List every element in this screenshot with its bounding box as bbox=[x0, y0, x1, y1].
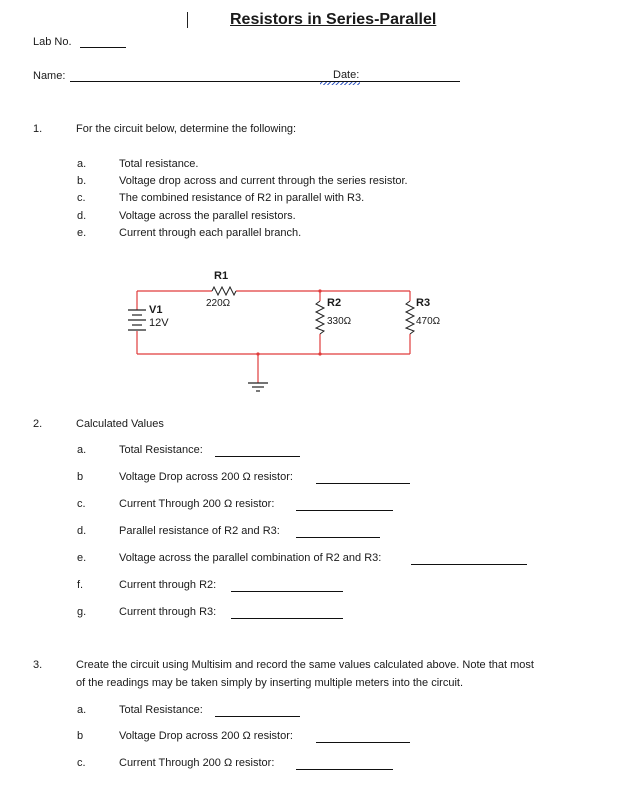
q2-number: 2. bbox=[33, 418, 43, 430]
q2-item-letter: b bbox=[77, 471, 84, 483]
q2-item-letter: a. bbox=[77, 444, 87, 456]
answer-blank[interactable] bbox=[296, 769, 393, 770]
r3-name: R3 bbox=[416, 297, 431, 309]
name-field[interactable] bbox=[70, 81, 460, 82]
q3-item-text: Voltage Drop across 200 Ω resistor: bbox=[119, 730, 293, 742]
circuit-wires bbox=[137, 291, 410, 383]
q2-item-letter: g. bbox=[77, 606, 87, 618]
q3-number: 3. bbox=[33, 659, 43, 671]
answer-blank[interactable] bbox=[215, 456, 300, 457]
q1-item-text: Total resistance. bbox=[119, 158, 199, 170]
q2-item-text: Current Through 200 Ω resistor: bbox=[119, 498, 275, 510]
q2-item-letter: d. bbox=[77, 525, 87, 537]
r2-name: R2 bbox=[327, 297, 342, 309]
q2-item-text: Voltage Drop across 200 Ω resistor: bbox=[119, 471, 293, 483]
lab-no-field[interactable] bbox=[80, 47, 126, 48]
q1-item-letter: b. bbox=[77, 175, 87, 187]
q3-item-text: Total Resistance: bbox=[119, 704, 203, 716]
r1-value: 220Ω bbox=[206, 298, 231, 309]
q2-item-letter: c. bbox=[77, 498, 86, 510]
answer-blank[interactable] bbox=[215, 716, 300, 717]
date-label: Date: bbox=[333, 69, 360, 81]
q1-item-letter: d. bbox=[77, 210, 87, 222]
resistor-r2-symbol bbox=[316, 301, 324, 334]
q1-item-letter: c. bbox=[77, 192, 86, 204]
r2-value: 330Ω bbox=[327, 316, 352, 327]
q1-item-text: Current through each parallel branch. bbox=[119, 227, 302, 239]
q1-item-text: The combined resistance of R2 in parallel with R3. bbox=[119, 192, 365, 204]
q1-item-text: Voltage drop across and current through the series resistor. bbox=[119, 175, 408, 187]
q2-item-letter: f. bbox=[77, 579, 84, 591]
r3-value: 470Ω bbox=[416, 316, 441, 327]
q3-prompt-line1: Create the circuit using Multisim and record the same values calculated above. Note that most bbox=[76, 659, 534, 671]
name-label: Name: bbox=[33, 70, 66, 82]
lab-no-label: Lab No. bbox=[33, 36, 72, 48]
v1-value: 12V bbox=[149, 317, 169, 329]
q2-item-text: Voltage across the parallel combination of R2 and R3: bbox=[119, 552, 382, 564]
q3-item-letter: b bbox=[77, 730, 84, 742]
r1-name: R1 bbox=[214, 270, 229, 282]
resistor-r1-symbol bbox=[212, 287, 236, 295]
q2-item-text: Parallel resistance of R2 and R3: bbox=[119, 525, 280, 537]
junction-dot bbox=[256, 352, 259, 355]
q2-item-text: Current through R3: bbox=[119, 606, 217, 618]
v1-name: V1 bbox=[149, 304, 163, 316]
q2-prompt: Calculated Values bbox=[76, 418, 164, 430]
page-title: Resistors in Series-Parallel bbox=[230, 11, 437, 28]
resistor-r3-symbol bbox=[406, 301, 414, 334]
spellcheck-underline bbox=[320, 82, 360, 85]
q3-prompt-line2: of the readings may be taken simply by inserting multiple meters into the circuit. bbox=[76, 677, 464, 689]
q2-item-text: Current through R2: bbox=[119, 579, 217, 591]
ground-symbol bbox=[248, 383, 268, 391]
answer-blank[interactable] bbox=[231, 591, 343, 592]
q2-item-text: Total Resistance: bbox=[119, 444, 203, 456]
junction-dot bbox=[318, 352, 321, 355]
answer-blank[interactable] bbox=[411, 564, 527, 565]
q1-number: 1. bbox=[33, 123, 43, 135]
q1-prompt: For the circuit below, determine the following: bbox=[76, 123, 297, 135]
answer-blank[interactable] bbox=[316, 742, 410, 743]
q1-item-letter: a. bbox=[77, 158, 87, 170]
q2-item-letter: e. bbox=[77, 552, 87, 564]
text-cursor bbox=[187, 12, 188, 28]
q1-item-letter: e. bbox=[77, 227, 87, 239]
q1-item-text: Voltage across the parallel resistors. bbox=[119, 210, 296, 222]
answer-blank[interactable] bbox=[316, 483, 410, 484]
q3-item-letter: a. bbox=[77, 704, 87, 716]
junction-dot bbox=[318, 289, 321, 292]
q3-item-text: Current Through 200 Ω resistor: bbox=[119, 757, 275, 769]
answer-blank[interactable] bbox=[296, 510, 393, 511]
answer-blank[interactable] bbox=[231, 618, 343, 619]
q3-item-letter: c. bbox=[77, 757, 86, 769]
battery-symbol bbox=[128, 310, 146, 330]
answer-blank[interactable] bbox=[296, 537, 380, 538]
